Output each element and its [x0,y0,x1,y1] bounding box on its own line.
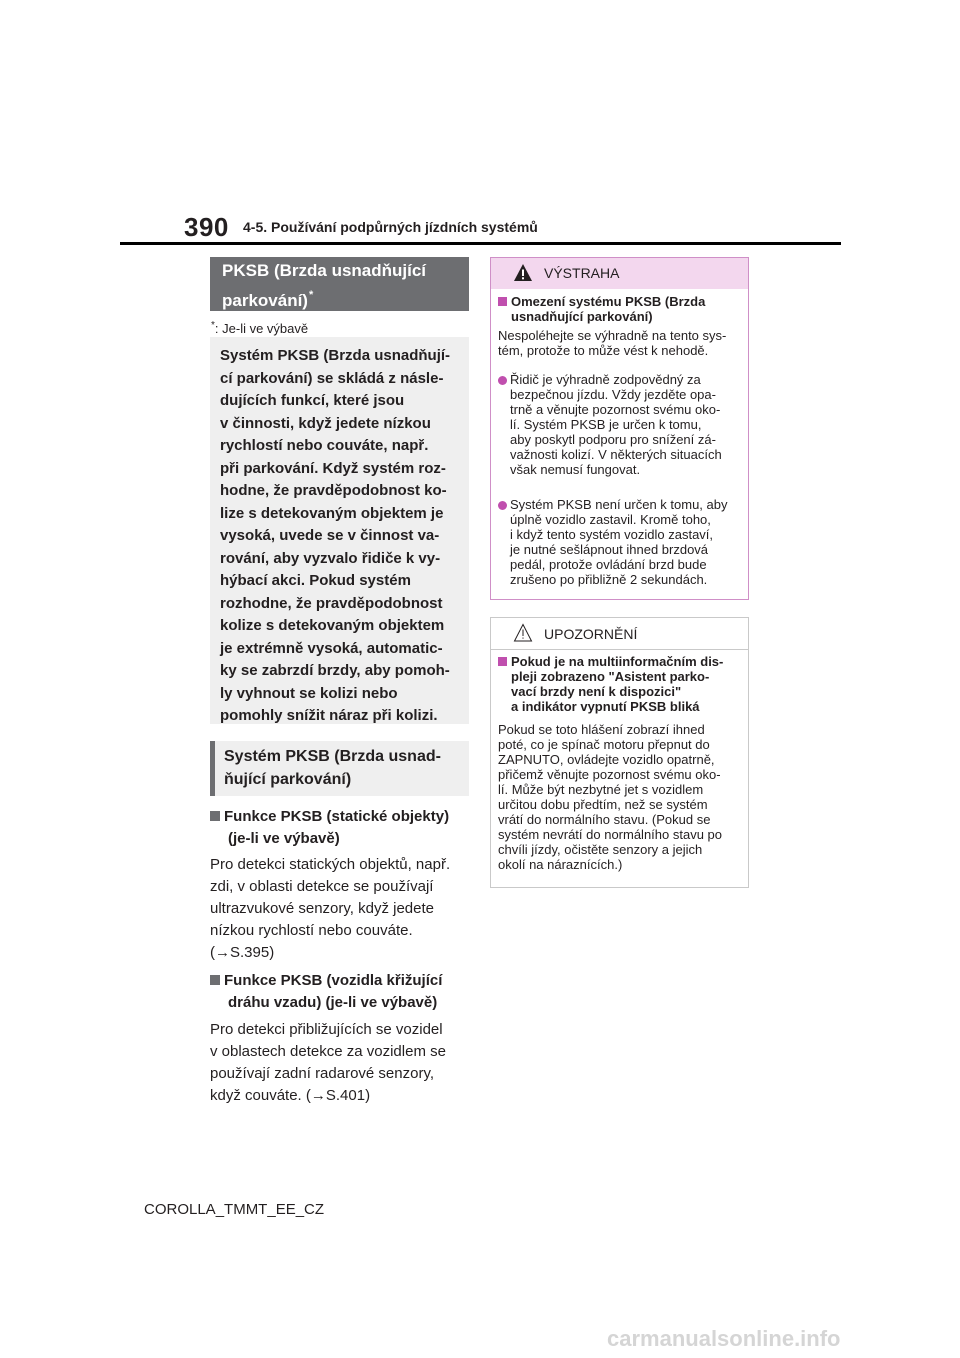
func2-line: Pro detekci přibližujících se vozidel [210,1021,443,1038]
intro-line: ly vyhnout se kolizi nebo [220,684,398,702]
warning-bullet-line: važnosti kolizí. V některých situacích [510,447,722,462]
intro-line: vysoká, uvede se v činnost va- [220,527,440,544]
intro-line: ky se zabrzdí brzdy, aby pomoh- [220,662,450,679]
warning-bullet-line: Řidič je výhradně zodpovědný za [510,372,701,387]
func1-line: nízkou rychlostí nebo couváte. [210,922,413,939]
notice-line: určitou dobu předtím, než se systém [498,797,708,812]
warning-triangle-icon [513,263,533,283]
notice-line: okolí na náraznících.) [498,857,623,872]
warning-subhead-line: Omezení systému PKSB (Brzda [511,294,706,309]
pksb-heading-line2: parkování) [222,291,308,310]
intro-line: v činnosti, když jedete nízkou [220,414,431,432]
warning-bullet-line: Systém PKSB není určen k tomu, aby [510,497,728,512]
intro-line: cí parkování) se skládá z násle- [220,369,444,387]
notice-line: ZAPNUTO, ovládejte vozidlo opatrně, [498,752,715,767]
circle-bullet-icon [498,501,507,510]
warning-bullet1 [510,372,722,477]
func1-line: Pro detekci statických objektů, např. [210,856,451,873]
func2-body [210,1019,470,1107]
notice-subhead [498,654,723,714]
intro-line: rování, aby vyzvalo řidiče k vy- [220,549,441,567]
square-bullet-icon [498,297,507,306]
warning-box [490,257,749,600]
warning-bullet-line: úplně vozidlo zastavil. Kromě toho, [510,512,711,527]
func2-heading-line1: Funkce PKSB (vozidla křižující [224,972,443,989]
notice-header [491,618,748,650]
warning-bullet-line: lí. Systém PKSB je určen k tomu, [510,417,702,432]
func1-heading-line2: (je-li ve výbavě) [228,830,340,847]
pksb-heading [210,257,469,311]
notice-title: UPOZORNĚNÍ [544,626,638,642]
warning-bullet-line: zrušeno po přibližně 2 sekundách. [510,572,708,587]
intro-line: rozhodne, že pravděpodobnost [220,594,443,612]
intro-line: Systém PKSB (Brzda usnadňují- [220,347,451,364]
func1-line: zdi, v oblasti detekce se používají [210,878,434,895]
intro-line: je extrémně vysoká, automatic- [220,639,443,657]
notice-triangle-icon [513,623,533,643]
warning-title: VÝSTRAHA [544,265,620,281]
footnote-mark: * [211,320,215,331]
notice-line: lí. Může být nezbytné jet s vozidlem [498,782,704,797]
notice-line: vrátí do normálního stavu. (Pokud se [498,812,711,827]
notice-box [490,617,749,888]
asterisk-mark: * [308,289,314,301]
notice-subhead-line: Pokud je na multiinformačním dis- [511,654,724,669]
notice-line: chvíli jízdy, očistěte senzory a jejich [498,842,703,857]
footnote-text: : Je-li ve výbavě [214,321,309,336]
circle-bullet-icon [498,376,507,385]
warning-intro-line: Nespoléhejte se výhradně na tento sys- [498,328,727,343]
intro-line: lize s detekovaným objektem je [220,504,444,522]
warning-bullet-line: je nutné sešlápnout ihned brzdová [510,542,709,557]
page-ref-link[interactable]: když couváte. (→S.401) [210,1087,371,1104]
pksb-system-heading [210,741,469,796]
func2-line: používají zadní radarové senzory, [210,1065,435,1082]
notice-subhead-line: a indikátor vypnutí PKSB bliká [511,699,700,714]
intro-line: dujících funkcí, které jsou [220,392,405,409]
square-bullet-icon [210,975,220,985]
warning-bullet-line: bezpečnou jízdu. Vždy jezděte opa- [510,387,716,402]
intro-line: hýbací akci. Pokud systém [220,572,411,589]
doc-code: COROLLA_TMMT_EE_CZ [144,1201,325,1218]
pksb-system-heading-line2: ňující parkování) [224,771,352,788]
warning-bullet-line: aby poskytl podporu pro snížení zá- [510,432,716,447]
warning-bullet-line: trně a věnujte pozornost svému oko- [510,402,721,417]
intro-line: rychlostí nebo couváte, např. [220,437,429,454]
notice-line: poté, co je spínač motoru přepnut do [498,737,710,752]
notice-line: přičemž věnujte pozornost svému oko- [498,767,721,782]
notice-subhead-line: pleji zobrazeno "Asistent parko- [511,669,710,684]
notice-line: Pokud se toto hlášení zobrazí ihned [498,722,705,737]
square-bullet-icon [210,811,220,821]
warning-intro-line: tém, protože to může vést k nehodě. [498,343,709,358]
intro-line: pomohly snížit náraz při kolizi. [220,707,438,724]
page-ref-link[interactable]: (→S.395) [210,944,275,961]
pksb-system-heading-line1: Systém PKSB (Brzda usnad- [224,748,441,765]
warning-subhead [498,294,705,324]
func1-heading [210,806,449,828]
func1-heading-line1: Funkce PKSB (statické objekty) [224,808,450,825]
intro-line: při parkování. Když systém roz- [220,459,446,477]
pksb-heading-line1: PKSB (Brzda usnadňující [222,261,427,280]
section-title: 4-5. Používání podpůrných jízdních systémů [243,219,538,235]
header-rule [120,242,841,245]
warning-subhead-line: usnadňující parkování) [511,309,653,324]
intro-line: hodne, že pravděpodobnost ko- [220,482,447,499]
intro-line: kolize s detekovaným objektem [220,617,445,634]
func2-heading-line2: dráhu vzadu) (je-li ve výbavě) [228,994,438,1011]
func1-body [210,854,470,964]
func1-line: ultrazvukové senzory, když jedete [210,900,434,917]
func2-heading [210,970,442,992]
func2-line: v oblastech detekce za vozidlem se [210,1043,446,1060]
warning-header [491,258,748,289]
page-number: 390 [184,212,229,242]
footnote [211,320,308,336]
intro-text [220,345,468,728]
warning-bullet-line: i když tento systém vozidlo zastaví, [510,527,714,542]
square-bullet-icon [498,657,507,666]
notice-subhead-line: vací brzdy není k dispozici" [511,684,682,699]
warning-bullet2 [510,497,728,587]
notice-body [498,722,722,872]
notice-line: systém nevrátí do normálního stavu po [498,827,723,842]
warning-bullet-line: však nemusí fungovat. [510,462,641,477]
warning-intro [498,328,726,358]
watermark: carmanualsonline.info [607,1326,841,1351]
warning-bullet-line: pedál, protože ovládání brzd bude [510,557,707,572]
intro-box [210,337,469,724]
